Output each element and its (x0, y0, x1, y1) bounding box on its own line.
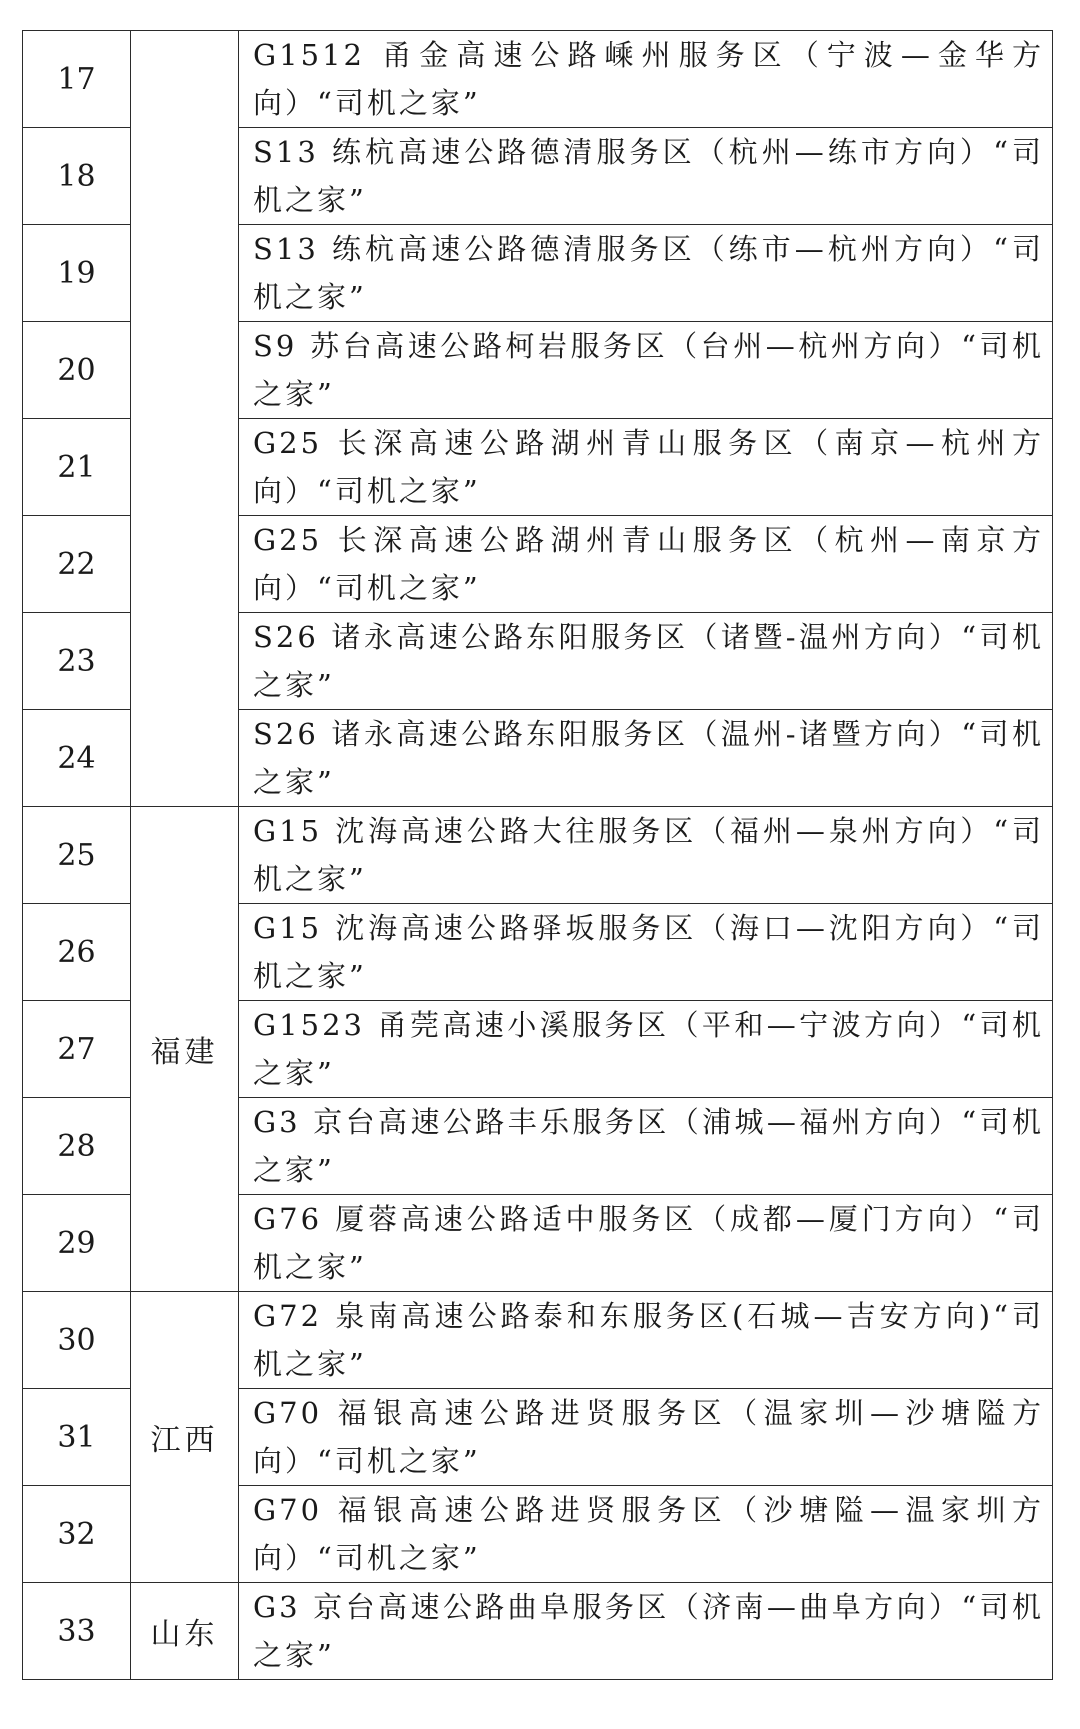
table-row (23, 1583, 1053, 1680)
service-area-name: S13 练杭高速公路德清服务区（杭州—练市方向）“司机之家” (239, 128, 1053, 225)
service-area-name: G15 沈海高速公路大往服务区（福州—泉州方向）“司机之家” (239, 807, 1053, 904)
row-number: 21 (23, 419, 131, 516)
row-number: 24 (23, 710, 131, 807)
service-area-name: G72 泉南高速公路泰和东服务区(石城—吉安方向)“司机之家” (239, 1292, 1053, 1389)
service-area-name: S26 诸永高速公路东阳服务区（温州-诸暨方向）“司机之家” (239, 710, 1053, 807)
service-area-name: S9 苏台高速公路柯岩服务区（台州—杭州方向）“司机之家” (239, 322, 1053, 419)
province-cell-shandong: 山东 (131, 1583, 239, 1680)
service-area-name: G70 福银高速公路进贤服务区（温家圳—沙塘隘方向）“司机之家” (239, 1389, 1053, 1486)
row-number: 25 (23, 807, 131, 904)
row-number: 26 (23, 904, 131, 1001)
row-number: 20 (23, 322, 131, 419)
service-area-name: G1523 甬莞高速小溪服务区（平和—宁波方向）“司机之家” (239, 1001, 1053, 1098)
row-number: 19 (23, 225, 131, 322)
table-row (23, 1292, 1053, 1389)
service-area-name: G25 长深高速公路湖州青山服务区（南京—杭州方向）“司机之家” (239, 419, 1053, 516)
row-number: 23 (23, 613, 131, 710)
service-area-table (22, 30, 1053, 1680)
service-area-name: G25 长深高速公路湖州青山服务区（杭州—南京方向）“司机之家” (239, 516, 1053, 613)
province-cell-fujian: 福建 (131, 807, 239, 1292)
row-number: 30 (23, 1292, 131, 1389)
row-number: 32 (23, 1486, 131, 1583)
service-area-name: S13 练杭高速公路德清服务区（练市—杭州方向）“司机之家” (239, 225, 1053, 322)
service-area-name: G3 京台高速公路曲阜服务区（济南—曲阜方向）“司机之家” (239, 1583, 1053, 1680)
service-area-name: S26 诸永高速公路东阳服务区（诸暨-温州方向）“司机之家” (239, 613, 1053, 710)
service-area-name: G76 厦蓉高速公路适中服务区（成都—厦门方向）“司机之家” (239, 1195, 1053, 1292)
row-number: 22 (23, 516, 131, 613)
row-number: 17 (23, 31, 131, 128)
row-number: 28 (23, 1098, 131, 1195)
row-number: 29 (23, 1195, 131, 1292)
service-area-name: G3 京台高速公路丰乐服务区（浦城—福州方向）“司机之家” (239, 1098, 1053, 1195)
row-number: 18 (23, 128, 131, 225)
row-number: 27 (23, 1001, 131, 1098)
service-area-name: G70 福银高速公路进贤服务区（沙塘隘—温家圳方向）“司机之家” (239, 1486, 1053, 1583)
province-cell-zhejiang (131, 31, 239, 807)
row-number: 33 (23, 1583, 131, 1680)
service-area-name: G1512 甬金高速公路嵊州服务区（宁波—金华方向）“司机之家” (239, 31, 1053, 128)
province-cell-jiangxi: 江西 (131, 1292, 239, 1583)
service-area-name: G15 沈海高速公路驿坂服务区（海口—沈阳方向）“司机之家” (239, 904, 1053, 1001)
table-row (23, 31, 1053, 128)
row-number: 31 (23, 1389, 131, 1486)
table-row (23, 807, 1053, 904)
